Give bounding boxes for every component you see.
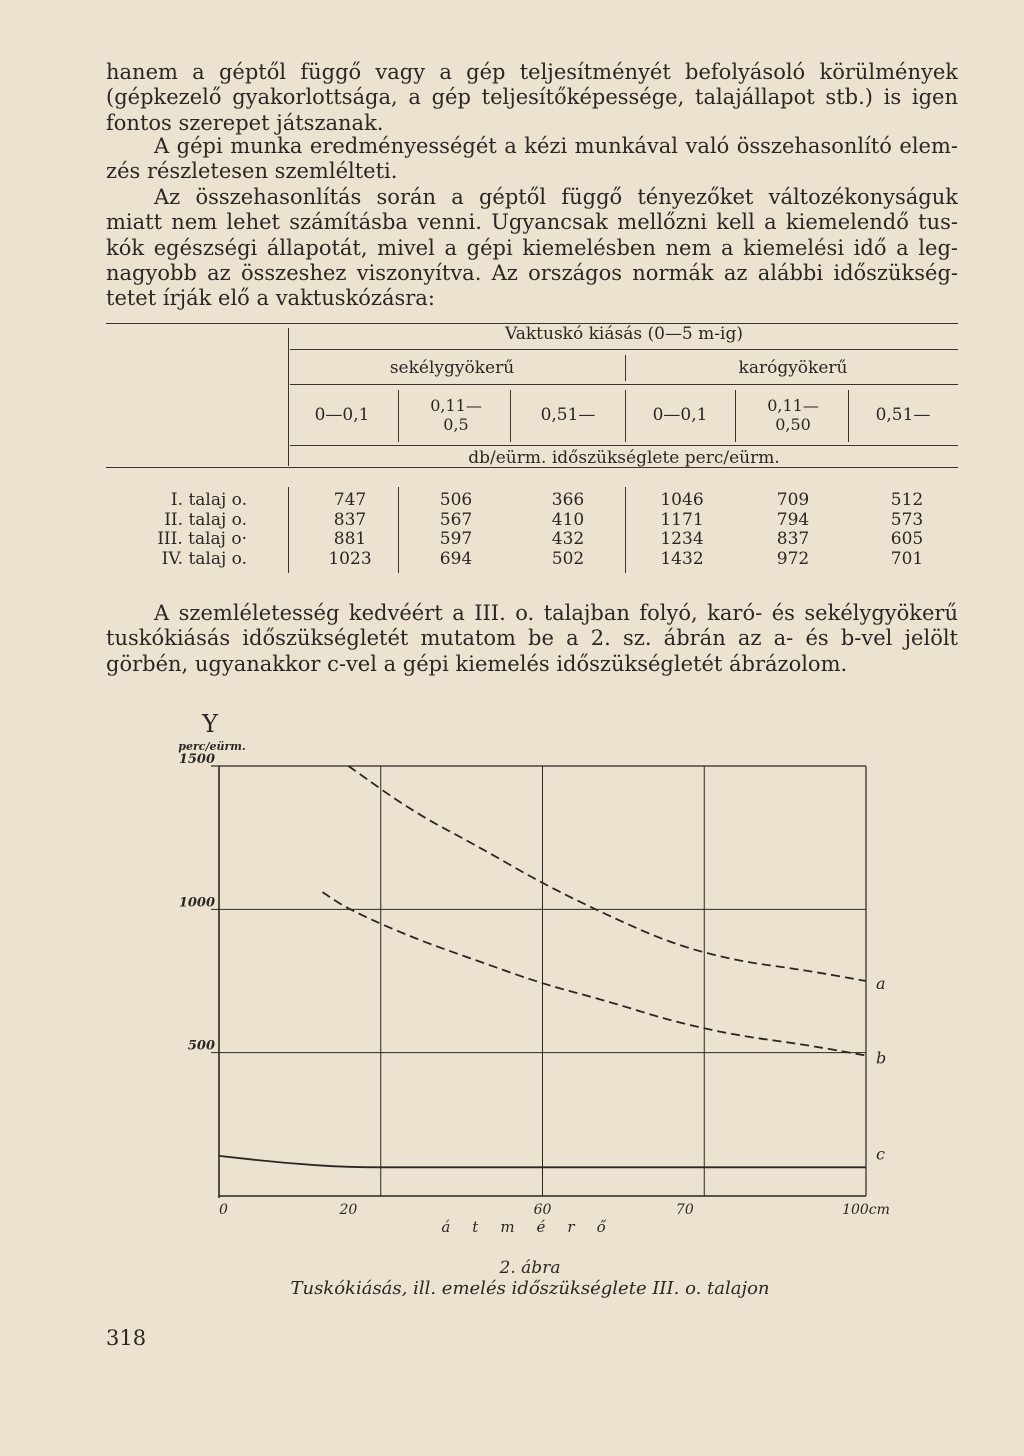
table-col-header: 0,11— 0,5 — [430, 396, 482, 434]
table-col-divider — [735, 390, 736, 442]
table-cell: 573 — [890, 510, 924, 530]
table-header-main: Vaktuskó kiásás (0—5 m-ig) — [505, 324, 743, 344]
table-cell: 747 — [333, 490, 367, 510]
table-row-label: IV. talaj o. — [161, 549, 247, 569]
table-cell: 1023 — [328, 549, 372, 569]
series-curve-a — [348, 766, 866, 981]
y-axis-letter: Y — [202, 710, 218, 738]
text-line: kók egészségi állapotát, mivel a gépi kiemelésben nem a kiemelési idő a leg- — [106, 235, 958, 260]
y-tick-label: 1000 — [178, 895, 215, 911]
table-body-divider — [625, 487, 626, 573]
table-cell: 694 — [439, 549, 473, 569]
table-cell: 1046 — [660, 490, 704, 510]
table-cell: 597 — [439, 529, 473, 549]
table-rule — [290, 384, 958, 385]
x-axis-label: átmérő — [441, 1218, 628, 1236]
table-row-label: II. talaj o. — [164, 510, 247, 530]
table-cell: 432 — [551, 529, 585, 549]
text-line: zés részletesen szemlélteti. — [106, 159, 398, 184]
y-axis-unit: perc/eürm. — [178, 740, 246, 753]
page-number: 318 — [106, 1326, 147, 1350]
text-line: (gépkezelő gyakorlottsága, a gép teljesítőképessége, talajállapot stb.) is igen — [106, 85, 958, 110]
series-label-c: c — [876, 1144, 885, 1164]
table-unit-note: db/eürm. időszükséglete perc/eürm. — [468, 448, 780, 468]
paragraph-4 — [106, 601, 958, 677]
figure-2-chart — [0, 690, 1024, 1250]
figure-caption-text: Tuskókiásás, ill. emelés időszükséglete III. o. talajon — [290, 1278, 770, 1299]
text-line: görbén, ugyanakkor c-vel a gépi kiemelés időszükségletét ábrázolom. — [106, 651, 848, 676]
table-cell: 1234 — [660, 529, 704, 549]
table-cell: 709 — [776, 490, 810, 510]
y-tick-label: 1500 — [178, 752, 215, 767]
table-col-header: 0,51— — [540, 405, 596, 425]
table-group-taproot: karógyökerű — [738, 358, 848, 378]
y-tick-label: 500 — [187, 1038, 215, 1054]
series-label-a: a — [876, 974, 886, 993]
table-col-divider — [848, 390, 849, 442]
chart-labels — [178, 710, 890, 1236]
table-row-label: III. talaj o· — [157, 529, 247, 549]
table-cell: 1432 — [660, 549, 704, 569]
table-col-header: 0—0,1 — [652, 405, 708, 425]
text-line: A szemléletesség kedvéért a III. o. talajban folyó, karó- és sekélygyökerű — [154, 601, 958, 625]
table-cell: 366 — [551, 490, 585, 510]
table-body-divider — [288, 487, 289, 573]
x-tick-label: 70 — [675, 1202, 694, 1218]
table-group-shallow-root: sekélygyökerű — [389, 358, 515, 378]
table-cell: 512 — [890, 490, 924, 510]
series-curve-b — [323, 892, 866, 1055]
x-tick-label: 60 — [533, 1202, 552, 1218]
table-cell: 1171 — [660, 510, 704, 530]
table-cell: 794 — [776, 510, 810, 530]
text-line: fontos szerepet játszanak. — [106, 110, 384, 135]
figure-caption-number: 2. ábra — [499, 1258, 561, 1278]
table-rule — [290, 445, 958, 446]
text-line: tetet írják elő a vaktuskózásra: — [106, 286, 435, 311]
text-line: Az összehasonlítás során a géptől függő tényezőket változékonyságuk — [154, 185, 958, 209]
text-line: nagyobb az összeshez viszonyítva. Az országos normák az alábbi időszükség- — [106, 260, 958, 285]
x-tick-label: 0 — [219, 1202, 228, 1218]
table-col-header: 0—0,1 — [314, 405, 370, 425]
series-label-b: b — [876, 1048, 887, 1068]
table-col-header: 0,51— — [875, 405, 931, 425]
table-row-label: I. talaj o. — [170, 490, 247, 510]
table-col-divider — [625, 390, 626, 442]
table-col-divider — [510, 390, 511, 442]
table-cell: 881 — [333, 529, 367, 549]
table-cell: 605 — [890, 529, 924, 549]
x-tick-label: 20 — [339, 1202, 358, 1218]
table-rule — [290, 349, 958, 350]
table-stub-divider — [288, 328, 289, 466]
table-cell: 837 — [776, 529, 810, 549]
text-line: tuskókiásás időszükségletét mutatom be a 2. sz. ábrán az a- és b-vel jelölt — [106, 626, 958, 651]
text-line: hanem a géptől függő vagy a gép teljesítményét befolyásoló körülmények — [106, 60, 958, 84]
table-cell: 837 — [333, 510, 367, 530]
table-body-divider — [398, 487, 399, 573]
x-tick-label: 100cm — [842, 1202, 890, 1218]
table-cell: 410 — [551, 510, 585, 530]
time-requirement-table — [0, 0, 1024, 600]
table-cell: 502 — [551, 549, 585, 569]
table-cell: 567 — [439, 510, 473, 530]
chart-grid — [211, 766, 866, 1198]
table-group-divider — [625, 355, 626, 381]
table-cell: 506 — [439, 490, 473, 510]
table-col-header: 0,11— 0,50 — [767, 396, 819, 434]
text-line: A gépi munka eredményességét a kézi munkával való összehasonlító elem- — [154, 134, 958, 158]
table-cell: 972 — [776, 549, 810, 569]
table-col-divider — [398, 390, 399, 442]
table-cell: 701 — [890, 549, 924, 569]
text-line: miatt nem lehet számításba venni. Ugyancsak mellőzni kell a kiemelendő tus- — [106, 210, 958, 235]
